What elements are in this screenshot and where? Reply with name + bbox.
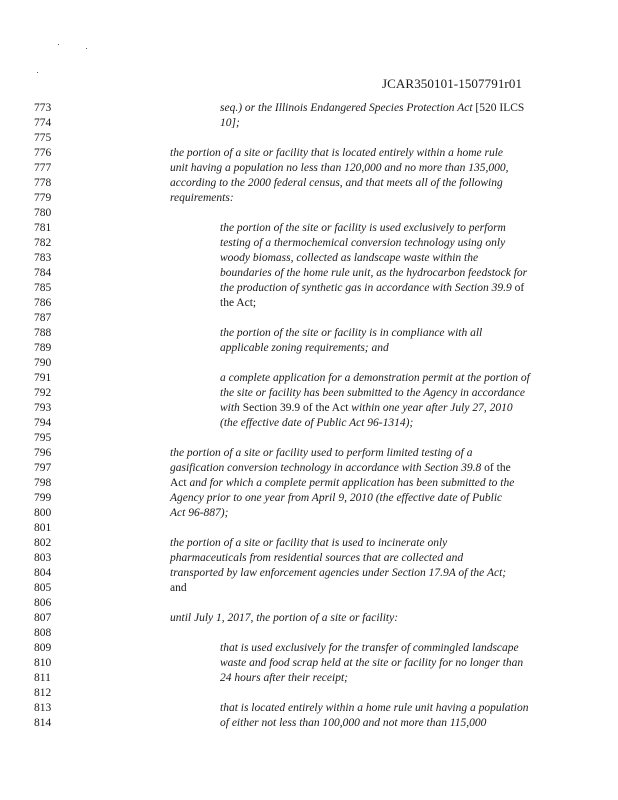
line-number: 778 [34,177,52,189]
text-line: woody biomass, collected as landscape waste within the [220,252,479,264]
line-number: 797 [34,462,52,474]
line-number: 809 [34,642,52,654]
text-line: Agency prior to one year from April 9, 2010 (the effective date of Public [170,492,503,504]
text-line: the portion of a site or facility that is located entirely within a home rule [170,147,504,159]
text-line: of either not less than 100,000 and not more than 115,000 [220,717,487,729]
line-number: 808 [34,627,52,639]
line-number: 780 [34,207,52,219]
text-line: the portion of a site or facility used to perform limited testing of a [170,447,473,459]
text-plain: of [511,282,525,294]
line-number: 810 [34,657,52,669]
text-line [220,282,524,294]
text-plain: [520 ILCS [472,102,525,114]
line-number: 785 [34,282,52,294]
line-number: 800 [34,507,52,519]
text-line: unit having a population no less than 120,000 and no more than 135,000, [170,162,509,174]
text-line: transported by law enforcement agencies under Section 17.9A of the Act; [170,567,507,579]
line-number: 802 [34,537,52,549]
text-line: the portion of a site or facility that is used to incinerate only [170,537,448,549]
text-line: and [170,582,187,594]
scan-speck [58,44,59,45]
text-line [170,477,514,489]
line-number: 813 [34,702,52,714]
line-number: 790 [34,357,52,369]
line-number: 804 [34,567,52,579]
text-line: that is located entirely within a home rule unit having a population [220,702,529,714]
text-line: waste and food scrap held at the site or facility for no longer than [220,657,524,669]
line-number: 803 [34,552,52,564]
line-number: 787 [34,312,52,324]
line-number: 786 [34,297,52,309]
text-line: (the effective date of Public Act 96-1314); [220,417,414,429]
text-line: pharmaceuticals from residential sources that are collected and [170,552,464,564]
line-number: 806 [34,597,52,609]
text-italic: with [220,402,240,414]
text-italic: within one year after July 27, 2010 [351,402,513,414]
text-italic: and for which a complete permit application has been submitted to the [189,477,515,489]
text-line: Act 96-887); [170,507,229,519]
text-line: 24 hours after their receipt; [220,672,348,684]
line-number: 782 [34,237,52,249]
line-number: 799 [34,492,52,504]
text-line: until July 1, 2017, the portion of a site or facility: [170,612,399,624]
text-line: the portion of the site or facility is used exclusively to perform [220,222,506,234]
text-plain: Section 39.9 of the Act [239,402,352,414]
line-number: 776 [34,147,52,159]
line-number: 784 [34,267,52,279]
text-line [170,462,511,474]
document-id: JCAR350101-1507791r01 [382,76,523,91]
line-number: 814 [34,717,52,729]
text-plain: of the [481,462,511,474]
text-line: requirements: [170,192,234,204]
text-line [220,102,524,114]
line-number: 801 [34,522,52,534]
text-line [220,402,513,414]
text-italic: seq.) or the Illinois Endangered Species Protection Act [220,102,473,114]
text-line: a complete application for a demonstration permit at the portion of [220,372,530,384]
line-number: 796 [34,447,52,459]
text-line: testing of a thermochemical conversion technology using only [220,237,506,249]
line-number: 783 [34,252,52,264]
line-number: 798 [34,477,52,489]
line-number: 792 [34,387,52,399]
line-number: 775 [34,132,52,144]
line-number: 777 [34,162,52,174]
scan-speck [86,48,87,49]
line-number: 788 [34,327,52,339]
text-line: that is used exclusively for the transfer of commingled landscape [220,642,519,654]
line-number: 794 [34,417,52,429]
text-line: the portion of the site or facility is in compliance with all [220,327,483,339]
text-plain: Act [170,477,190,489]
line-number: 805 [34,582,52,594]
scan-speck [37,72,38,73]
text-line: the site or facility has been submitted to the Agency in accordance [220,387,525,399]
line-number: 773 [34,102,52,114]
text-line: 10]; [220,117,240,129]
line-number: 812 [34,687,52,699]
text-line: the Act; [220,297,257,309]
text-line: applicable zoning requirements; and [220,342,389,354]
text-line: boundaries of the home rule unit, as the hydrocarbon feedstock for [220,267,528,279]
text-line: according to the 2000 federal census, and that meets all of the following [170,177,503,189]
line-number: 779 [34,192,52,204]
text-italic: the production of synthetic gas in accordance with Section 39.9 [220,282,512,294]
line-number: 789 [34,342,52,354]
line-number: 795 [34,432,52,444]
line-number: 774 [34,117,52,129]
line-number: 781 [34,222,52,234]
line-number: 791 [34,372,52,384]
text-italic: gasification conversion technology in accordance with Section 39.8 [170,462,482,474]
line-number: 807 [34,612,52,624]
line-number: 811 [34,672,51,684]
line-number: 793 [34,402,52,414]
